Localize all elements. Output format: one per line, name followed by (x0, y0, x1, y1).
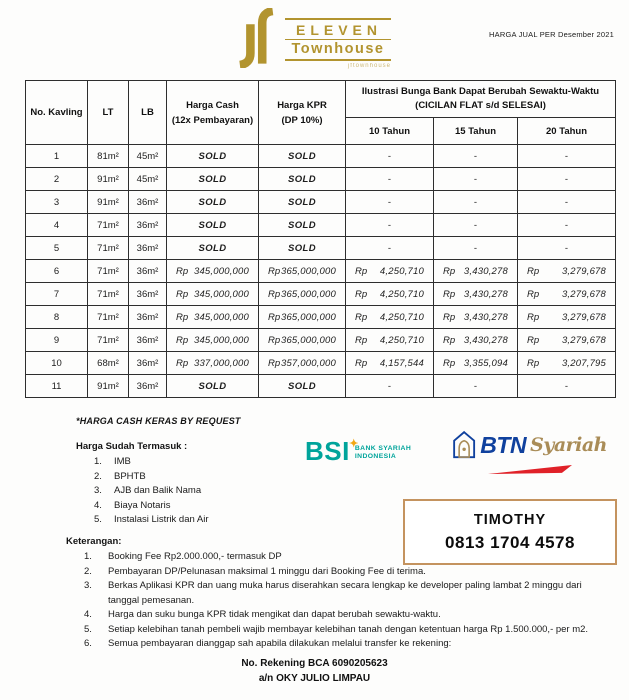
bsi-bank-logo (305, 438, 411, 464)
btn-syariah-wordmark: Syariah (530, 434, 607, 456)
value-cell: 71m² (88, 283, 129, 306)
table-row (26, 260, 616, 283)
value-cell: 36m² (129, 237, 167, 260)
value-cell: - (518, 214, 616, 237)
btn-house-icon (452, 427, 476, 463)
value-cell: - (434, 375, 518, 398)
col-header-15-tahun: 15 Tahun (434, 118, 518, 145)
bsi-star-icon: ✦ (349, 438, 359, 450)
kavling-number-cell: 9 (26, 329, 88, 352)
value-cell: 45m² (129, 145, 167, 168)
kavling-number-cell: 4 (26, 214, 88, 237)
kavling-number-cell: 2 (26, 168, 88, 191)
price-cell: Rp 4,157,544 (346, 352, 434, 375)
col-header-10-tahun: 10 Tahun (346, 118, 434, 145)
value-cell: - (518, 168, 616, 191)
list-item: AJB dan Balik Nama (114, 485, 202, 496)
list-item: BPHTB (114, 470, 146, 482)
price-cell: Rp 3,279,678 (518, 306, 616, 329)
bank-account-footer (0, 656, 629, 686)
sold-cell: SOLD (259, 168, 346, 191)
rekening-number: No. Rekening BCA 6090205623 (241, 658, 388, 669)
brand-logo (232, 8, 391, 69)
price-cell: Rp 365,000,000 (259, 283, 346, 306)
col-header-harga-cash: Harga Cash (12x Pembayaran) (167, 81, 259, 145)
value-cell: - (346, 214, 434, 237)
price-includes-section (76, 441, 306, 528)
value-cell: 71m² (88, 329, 129, 352)
keterangan-title: Keterangan: (66, 536, 122, 547)
table-row (26, 237, 616, 260)
value-cell: - (346, 145, 434, 168)
value-cell: 91m² (88, 168, 129, 191)
value-cell: - (518, 375, 616, 398)
value-cell: 45m² (129, 168, 167, 191)
list-item: Semua pembayaran dianggap sah apabila dilakukan melalui transfer ke rekening: (108, 638, 452, 649)
price-cell: Rp 365,000,000 (259, 260, 346, 283)
value-cell: 36m² (129, 352, 167, 375)
list-item: Berkas Aplikasi KPR dan uang muka harus diserahkan secara lengkap ke developer paling lambat 2 minggu dari tanggal pemesanan. (108, 580, 582, 606)
kavling-number-cell: 11 (26, 375, 88, 398)
value-cell: - (346, 237, 434, 260)
price-cell: Rp 3,430,278 (434, 306, 518, 329)
value-cell: - (346, 375, 434, 398)
value-cell: 71m² (88, 214, 129, 237)
list-item: Setiap kelebihan tanah pembeli wajib membayar kelebihan tanah dengan ketentuan harga Rp 1.500.000,- per m2. (108, 623, 589, 635)
value-cell: 71m² (88, 306, 129, 329)
price-table-body (26, 145, 616, 398)
list-item: Pembayaran DP/Pelunasan maksimal 1 minggu dari Booking Fee di terima. (108, 565, 426, 577)
sold-cell: SOLD (167, 237, 259, 260)
table-row (26, 191, 616, 214)
value-cell: 36m² (129, 283, 167, 306)
kavling-number-cell: 6 (26, 260, 88, 283)
col-header-bunga-group: Ilustrasi Bunga Bank Dapat Berubah Sewaktu-Waktu (CICILAN FLAT s/d SELESAI) (346, 81, 616, 118)
price-cell: Rp 345,000,000 (167, 260, 259, 283)
kavling-number-cell: 10 (26, 352, 88, 375)
btn-wordmark: BTN (480, 431, 527, 458)
col-header-harga-kpr: Harga KPR (DP 10%) (259, 81, 346, 145)
list-item: Harga dan suku bunga KPR tidak mengikat dan dapat berubah sewaktu-waktu. (108, 609, 441, 620)
table-row (26, 329, 616, 352)
value-cell: 36m² (129, 191, 167, 214)
sold-cell: SOLD (167, 375, 259, 398)
value-cell: - (346, 168, 434, 191)
kavling-number-cell: 3 (26, 191, 88, 214)
price-cell: Rp 3,279,678 (518, 329, 616, 352)
sold-cell: SOLD (259, 237, 346, 260)
price-cell: Rp 365,000,000 (259, 329, 346, 352)
bsi-bank-name: BANK SYARIAH INDONESIA (354, 445, 412, 460)
btn-red-swoosh (488, 465, 572, 474)
sold-cell: SOLD (259, 191, 346, 214)
brand-sub-name: Townhouse (285, 40, 391, 61)
value-cell: - (434, 214, 518, 237)
price-cell: Rp 345,000,000 (167, 283, 259, 306)
price-table (25, 80, 616, 398)
value-cell: 91m² (88, 191, 129, 214)
sold-cell: SOLD (167, 168, 259, 191)
keterangan-list (66, 550, 614, 652)
value-cell: 91m² (88, 375, 129, 398)
value-cell: 71m² (88, 260, 129, 283)
includes-list (76, 455, 306, 528)
value-cell: 71m² (88, 237, 129, 260)
table-row (26, 352, 616, 375)
sold-cell: SOLD (167, 191, 259, 214)
price-cell: Rp 4,250,710 (346, 283, 434, 306)
sales-contact-phone: 0813 1704 4578 (445, 532, 575, 552)
price-cell: Rp 365,000,000 (259, 306, 346, 329)
price-date-label: HARGA JUAL PER Desember 2021 (489, 30, 614, 39)
col-header-20-tahun: 20 Tahun (518, 118, 616, 145)
list-item: Biaya Notaris (114, 499, 171, 511)
value-cell: - (434, 168, 518, 191)
value-cell: - (518, 237, 616, 260)
table-row (26, 306, 616, 329)
btn-syariah-bank-logo (452, 427, 607, 474)
kavling-number-cell: 5 (26, 237, 88, 260)
col-header-lb: LB (129, 81, 167, 145)
value-cell: - (518, 145, 616, 168)
sales-contact-name: TIMOTHY (473, 511, 547, 528)
price-cell: Rp 345,000,000 (167, 306, 259, 329)
price-cell: Rp 4,250,710 (346, 306, 434, 329)
list-item: IMB (114, 456, 131, 467)
list-item: Instalasi Listrik dan Air (114, 514, 209, 525)
value-cell: - (518, 191, 616, 214)
kavling-number-cell: 7 (26, 283, 88, 306)
price-cell: Rp 337,000,000 (167, 352, 259, 375)
value-cell: 68m² (88, 352, 129, 375)
value-cell: - (434, 191, 518, 214)
value-cell: 36m² (129, 306, 167, 329)
value-cell: 81m² (88, 145, 129, 168)
value-cell: 36m² (129, 260, 167, 283)
price-cell: Rp 3,430,278 (434, 329, 518, 352)
price-cell: Rp 4,250,710 (346, 260, 434, 283)
price-cell: Rp 3,279,678 (518, 260, 616, 283)
price-cell: Rp 3,430,278 (434, 283, 518, 306)
value-cell: - (346, 191, 434, 214)
table-row (26, 168, 616, 191)
sold-cell: SOLD (259, 145, 346, 168)
table-row (26, 214, 616, 237)
kavling-number-cell: 1 (26, 145, 88, 168)
value-cell: - (434, 145, 518, 168)
price-cell: Rp 345,000,000 (167, 329, 259, 352)
table-row (26, 145, 616, 168)
rekening-owner: a/n OKY JULIO LIMPAU (258, 673, 371, 684)
sold-cell: SOLD (167, 214, 259, 237)
table-row (26, 375, 616, 398)
value-cell: 36m² (129, 214, 167, 237)
col-header-kavling: No. Kavling (26, 81, 88, 145)
brand-wordmark (285, 8, 391, 69)
value-cell: 36m² (129, 375, 167, 398)
sold-cell: SOLD (259, 214, 346, 237)
value-cell: 36m² (129, 329, 167, 352)
list-item: Booking Fee Rp2.000.000,- termasuk DP (108, 551, 282, 562)
bsi-wordmark: BSI ✦ (305, 438, 350, 464)
cash-keras-note: *HARGA CASH KERAS BY REQUEST (76, 416, 241, 426)
price-cell: Rp 3,430,278 (434, 260, 518, 283)
price-cell: Rp 4,250,710 (346, 329, 434, 352)
price-table-header (26, 81, 616, 145)
price-cell: Rp 357,000,000 (259, 352, 346, 375)
sold-cell: SOLD (167, 145, 259, 168)
table-row (26, 283, 616, 306)
brand-name: ELEVEN (285, 18, 391, 40)
sold-cell: SOLD (259, 375, 346, 398)
price-cell: Rp 3,207,795 (518, 352, 616, 375)
jf-monogram-icon (232, 8, 278, 68)
value-cell: - (434, 237, 518, 260)
col-header-lt: LT (88, 81, 129, 145)
brand-watermark: jftownhouse (347, 63, 391, 69)
keterangan-section (66, 536, 614, 652)
includes-title: Harga Sudah Termasuk : (76, 441, 188, 452)
price-cell: Rp 3,355,094 (434, 352, 518, 375)
kavling-number-cell: 8 (26, 306, 88, 329)
price-cell: Rp 3,279,678 (518, 283, 616, 306)
